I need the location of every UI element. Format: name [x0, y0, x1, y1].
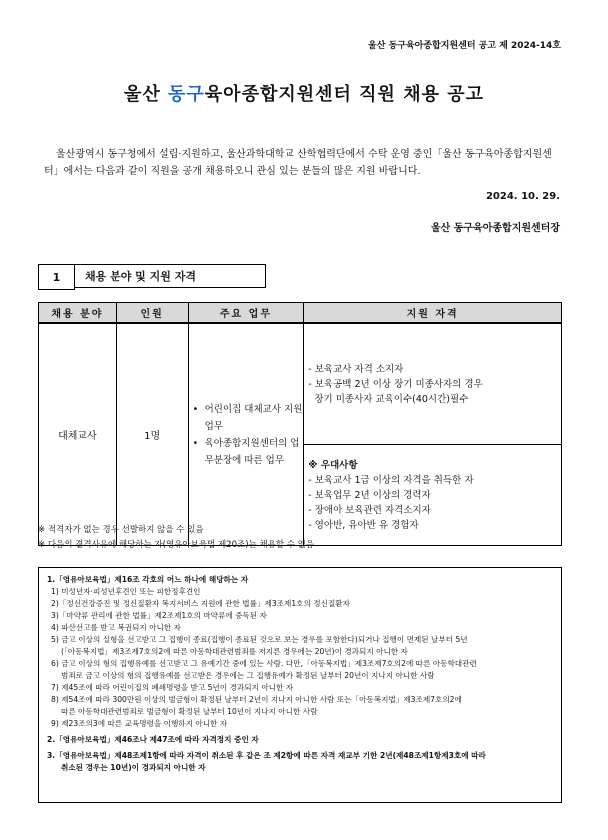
- disqualifications-box: [38, 567, 562, 803]
- disqualification-heading: 취소된 경우는 10년)이 경과되지 아니한 자: [61, 763, 206, 772]
- disqualification-item: (「아동복지법」제3조제7호의2에 따른 아동학대관련범죄를 저지른 경우에는 20년)이 경과되지 아니한 자: [61, 647, 408, 656]
- requirements-table: [38, 302, 562, 546]
- disqualification-item: 3)「마약류 관리에 관한 법률」제2조제1호의 마약류에 중독된 자: [51, 611, 267, 620]
- preferred-item: - 보육업무 2년 이상의 경력자: [308, 489, 431, 501]
- field-cell: 대체교사: [39, 323, 117, 546]
- bullet-icon: •: [192, 403, 199, 415]
- preferred-qualifications-cell: [304, 445, 562, 546]
- disqualification-item: 1) 미성년자·피성년후견인 또는 피한정후견인: [51, 587, 201, 596]
- preferred-item: - 보육교사 1급 이상의 자격을 취득한 자: [308, 474, 474, 486]
- disqualification-item: 2)「정신건강증진 및 정신질환자 복지서비스 지원에 관한 법률」제3조제1호의 정신질환자: [51, 599, 350, 608]
- table-row: [39, 323, 562, 445]
- required-qualifications-cell: [304, 323, 562, 445]
- notes: [38, 523, 314, 553]
- count-cell: 1명: [116, 323, 188, 546]
- issuer-name: 울산 동구육아종합지원센터장: [430, 223, 560, 234]
- page-title: [0, 80, 608, 106]
- bullet-icon: •: [192, 437, 199, 449]
- required-item: - 보육교사 자격 소지자: [308, 363, 404, 375]
- preferred-item: - 영아반, 유아반 유 경험자: [308, 519, 419, 531]
- duty-item: 어린이집 대체교사 지원 업무: [204, 403, 303, 432]
- disqualification-item: 4) 파산선고를 받고 복권되지 아니한 자: [51, 623, 181, 632]
- disqualification-item: 6) 금고 이상의 형의 집행유예를 선고받고 그 유예기간 중에 있는 사람. 다만,「아동복지법」제3조제7호의2에 따른 아동학대관련: [51, 659, 477, 668]
- disqualification-heading: 3.「영유아보육법」제48조제1항에 따라 자격이 취소된 후 같은 조 제2항에 따른 자격 재교부 기한 2년(제48조제1항제3호에 따라: [47, 751, 486, 760]
- title-accent: 동구: [168, 84, 205, 105]
- disqualification-heading: 2.「영유아보육법」제46조나 제47조에 따라 자격정지 중인 자: [47, 735, 259, 744]
- disqualification-item: 범죄로 금고 이상의 형의 집행유예를 선고받은 경우에는 그 집행유예가 확정된 날부터 20년이 지나지 아니한 사람: [61, 671, 435, 680]
- required-item: 장기 미종사자 교육이수(40시간)필수: [308, 393, 469, 405]
- disqualification-heading: 1.「영유아보육법」제16조 각호의 어느 하나에 해당하는 자: [47, 575, 249, 584]
- header-count: 인원: [116, 303, 188, 324]
- duties-cell: [188, 323, 304, 546]
- title-part1: 울산: [123, 84, 169, 105]
- disqualification-item: 9) 제23조의3에 따른 교육명령을 이행하지 아니한 자: [51, 719, 228, 728]
- header-qualifications: 지원 자격: [304, 303, 562, 324]
- disqualification-item: 8) 제54조에 따라 300만원 이상의 벌금형이 확정된 날부터 2년이 지나지 아니한 사람 또는「아동복지법」제3조제7호의2에: [51, 695, 462, 704]
- notice-date: 2024. 10. 29.: [485, 191, 560, 202]
- required-item: - 보육공백 2년 이상 장기 미종사자의 경우: [308, 378, 483, 390]
- header-field: 채용 분야: [39, 303, 117, 324]
- section-title: 채용 분야 및 지원 자격: [74, 264, 266, 288]
- disqualification-item: 5) 금고 이상의 실형을 선고받고 그 집행이 종료(집행이 종료된 것으로 보는 경우를 포함한다)되거나 집행이 면제된 날부터 5년: [51, 635, 468, 644]
- title-part2: 육아종합지원센터 직원 채용 공고: [204, 84, 485, 105]
- intro-paragraph: 울산광역시 동구청에서 설립·지원하고, 울산과학대학교 산학협력단에서 수탁 운영 중인「울산 동구육아종합지원센터」에서는 다음과 같이 직원을 공개 채용하오니 관심 있는 분들의 많은 지원 바랍니다.: [44, 149, 552, 177]
- preferred-heading: ※ 우대사항: [308, 459, 358, 471]
- table-header-row: [39, 303, 562, 324]
- notice-number: 울산 동구육아종합지원센터 공고 제 2024-14호: [368, 41, 561, 51]
- section-number: 1: [38, 264, 75, 290]
- note-item: ※ 다음의 결격사유에 해당하는 자(영유아보육법 제20조)는 채용할 수 없음: [38, 540, 315, 550]
- preferred-item: - 장애아 보육관련 자격소지자: [308, 504, 431, 516]
- disqualification-item: 7) 제45조에 따라 어린이집의 폐쇄명령을 받고 5년이 경과되지 아니한 자: [51, 683, 294, 692]
- duty-item: 육아종합지원센터의 업무분장에 따른 업무: [204, 437, 300, 466]
- disqualification-item: 따른 아동학대관련범죄로 벌금형이 확정된 날부터 10년이 지나지 아니한 사람: [61, 707, 318, 716]
- note-item: ※ 적격자가 없는 경우 선발하지 않을 수 있음: [38, 525, 204, 535]
- header-duties: 주요 업무: [188, 303, 304, 324]
